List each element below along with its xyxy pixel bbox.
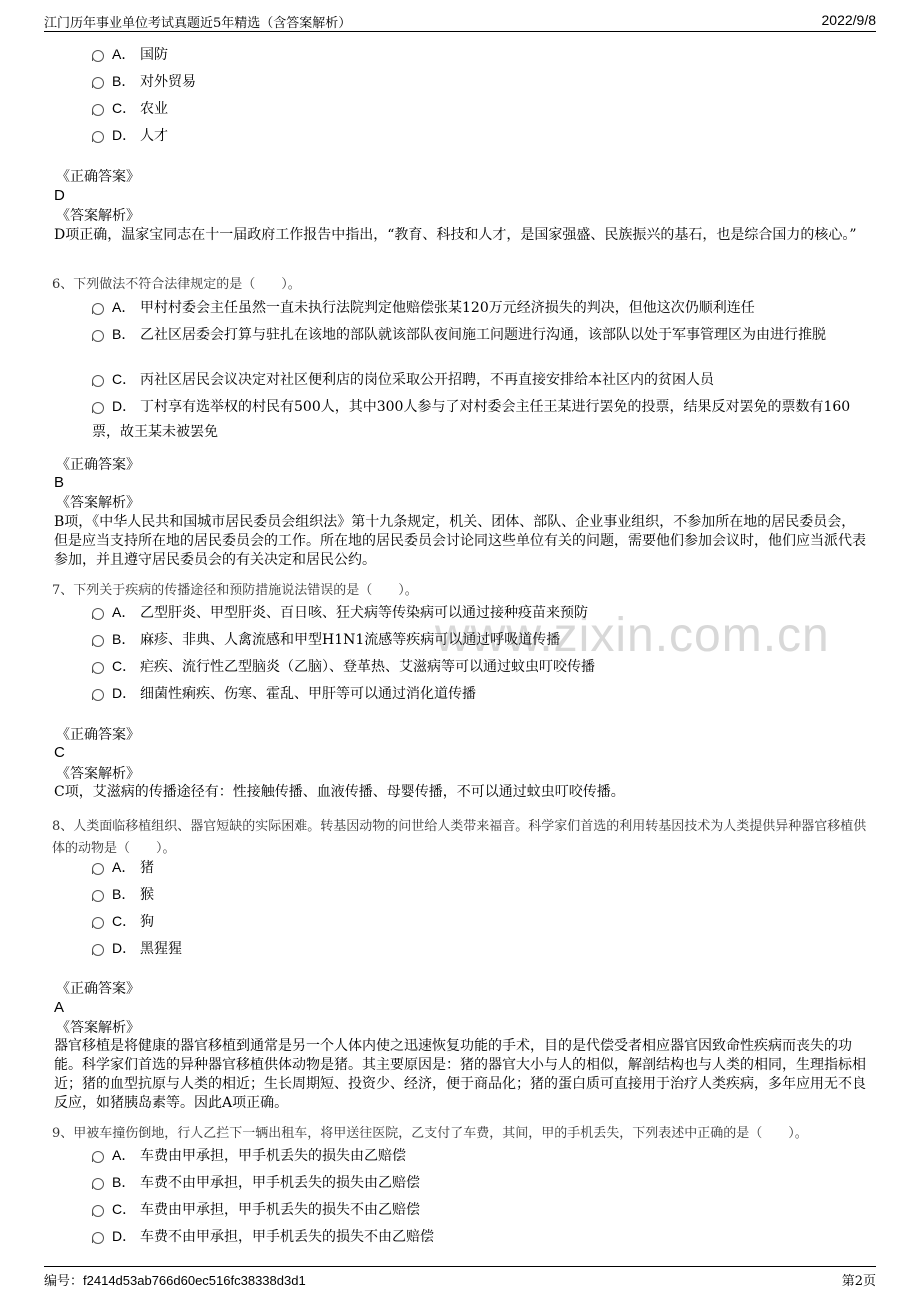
q5-explain-label: 《答案解析》	[56, 208, 140, 224]
q8-explanation: 器官移植是将健康的器官移植到通常是另一个人体内使之迅速恢复功能的手术，目的是代偿受者相应器官因致命性疾病而丧失的功能。科学家们首选的异种器官移植供体动物是猪。其主要原因是：猪的器官大小与人的相似，解剖结构也与人类的相同，生理指标相近；猪的血型抗原与人类的相近；生长周期短、投资少、经济，便于商品化；猪的蛋白质可直接用于治疗人类疾病，多年应用无不良反应，如猪胰岛素等。因此A项正确。	[54, 1038, 866, 1111]
q6-option-c[interactable]: C． 丙社区居民会议决定对社区便利店的岗位采取公开招聘，不再直接安排给本社区内的贫困人员	[92, 367, 868, 393]
radio-icon[interactable]	[92, 662, 104, 674]
q7-option-b[interactable]: B． 麻疹、非典、人禽流感和甲型H1N1流感等疾病可以通过呼吸道传播	[92, 627, 868, 653]
radio-icon[interactable]	[92, 303, 104, 315]
header-rule	[44, 31, 876, 32]
q5-option-d[interactable]: D． 人才	[92, 123, 868, 149]
q6-option-a[interactable]: A． 甲村村委会主任虽然一直未执行法院判定他赔偿张某120万元经济损失的判决，但他这次仍顺利连任	[92, 295, 868, 321]
footer-rule	[44, 1266, 876, 1267]
q8-option-c[interactable]: C． 狗	[92, 909, 868, 935]
q7-answer-label: 《正确答案》	[56, 727, 140, 743]
radio-icon[interactable]	[92, 1151, 104, 1163]
footer-code-value: f2414d53ab766d60ec516fc38338d3d1	[83, 1273, 306, 1288]
q9-option-c[interactable]: C． 车费由甲承担，甲手机丢失的损失不由乙赔偿	[92, 1197, 868, 1223]
footer-code	[44, 1270, 306, 1289]
q7-option-a[interactable]: A． 乙型肝炎、甲型肝炎、百日咳、狂犬病等传染病可以通过接种疫苗来预防	[92, 600, 868, 626]
q6-explanation: B项，《中华人民共和国城市居民委员会组织法》第十九条规定，机关、团体、部队、企业事业组织，不参加所在地的居民委员会，但是应当支持所在地的居民委员会的工作。所在地的居民委员会讨论同这些单位有关的问题，需要他们参加会议时，他们应当派代表参加，并且遵守居民委员会的有关决定和居民公约。	[54, 514, 866, 568]
footer-page-number: 第2页	[841, 1274, 876, 1289]
radio-icon[interactable]	[92, 402, 104, 414]
q9-question: 9、甲被车撞伤倒地，行人乙拦下一辆出租车，将甲送往医院，乙支付了车费，其间，甲的手机丢失，下列表述中正确的是（ ）。	[52, 1126, 808, 1141]
q7-explanation: C项，艾滋病的传播途径有：性接触传播、血液传播、母婴传播，不可以通过蚊虫叮咬传播。	[54, 784, 625, 800]
q8-answer-label: 《正确答案》	[56, 981, 140, 997]
q7-option-d[interactable]: D． 细菌性痢疾、伤寒、霍乱、甲肝等可以通过消化道传播	[92, 681, 868, 707]
radio-icon[interactable]	[92, 608, 104, 620]
q5-option-c[interactable]: C． 农业	[92, 96, 868, 122]
radio-icon[interactable]	[92, 104, 104, 116]
q8-explain-label: 《答案解析》	[56, 1020, 140, 1036]
radio-icon[interactable]	[92, 330, 104, 342]
radio-icon[interactable]	[92, 50, 104, 62]
footer-code-label: 编号：	[44, 1274, 84, 1289]
watermark: www.zixin.com.cn	[435, 609, 830, 662]
q6-answer: B	[54, 474, 65, 491]
q5-explanation: D项正确，温家宝同志在十一届政府工作报告中指出，“教育、科技和人才，是国家强盛、民族振兴的基石，也是综合国力的核心。”	[54, 227, 857, 243]
radio-icon[interactable]	[92, 863, 104, 875]
q9-option-a[interactable]: A． 车费由甲承担，甲手机丢失的损失由乙赔偿	[92, 1143, 868, 1169]
q6-option-b[interactable]: B． 乙社区居委会打算与驻扎在该地的部队就该部队夜间施工问题进行沟通，该部队以处于军事管理区为由进行推脱	[92, 322, 868, 348]
q9-option-b[interactable]: B． 车费不由甲承担，甲手机丢失的损失由乙赔偿	[92, 1170, 868, 1196]
q5-answer: D	[54, 187, 65, 204]
q6-answer-label: 《正确答案》	[56, 457, 140, 473]
radio-icon[interactable]	[92, 1232, 104, 1244]
radio-icon[interactable]	[92, 1178, 104, 1190]
radio-icon[interactable]	[92, 890, 104, 902]
q7-question: 7、下列关于疾病的传播途径和预防措施说法错误的是（ ）。	[52, 583, 418, 598]
radio-icon[interactable]	[92, 375, 104, 387]
q8-option-b[interactable]: B． 猴	[92, 882, 868, 908]
radio-icon[interactable]	[92, 917, 104, 929]
q5-answer-label: 《正确答案》	[56, 169, 140, 185]
radio-icon[interactable]	[92, 77, 104, 89]
q7-answer: C	[54, 744, 65, 761]
radio-icon[interactable]	[92, 131, 104, 143]
page-header	[0, 0, 920, 32]
q7-option-c[interactable]: C． 疟疾、流行性乙型脑炎（乙脑）、登革热、艾滋病等可以通过蚊虫叮咬传播	[92, 654, 868, 680]
q8-option-d[interactable]: D． 黑猩猩	[92, 936, 868, 962]
q5-option-b[interactable]: B． 对外贸易	[92, 69, 868, 95]
q8-question: 8、人类面临移植组织、器官短缺的实际困难。转基因动物的问世给人类带来福音。科学家们首选的利用转基因技术为人类提供异种器官移植供体的动物是（ ）。	[52, 819, 867, 856]
header-title: 江门历年事业单位考试真题近5年精选（含答案解析）	[44, 16, 352, 31]
radio-icon[interactable]	[92, 1205, 104, 1217]
q6-option-d[interactable]: D． 丁村享有选举权的村民有500人，其中300人参与了对村委会主任王某进行罢免的投票，结果反对罢免的票数有160票，故王某未被罢免	[92, 398, 851, 440]
q7-explain-label: 《答案解析》	[56, 766, 140, 782]
q8-option-a[interactable]: A． 猪	[92, 855, 868, 881]
header-date: 2022/9/8	[821, 12, 876, 28]
q6-explain-label: 《答案解析》	[56, 495, 140, 511]
q6-question: 6、下列做法不符合法律规定的是（ ）。	[52, 277, 301, 292]
radio-icon[interactable]	[92, 944, 104, 956]
q9-option-d[interactable]: D． 车费不由甲承担，甲手机丢失的损失不由乙赔偿	[92, 1224, 868, 1250]
radio-icon[interactable]	[92, 635, 104, 647]
q5-option-a[interactable]: A． 国防	[92, 42, 868, 68]
q8-answer: A	[54, 999, 65, 1016]
radio-icon[interactable]	[92, 689, 104, 701]
